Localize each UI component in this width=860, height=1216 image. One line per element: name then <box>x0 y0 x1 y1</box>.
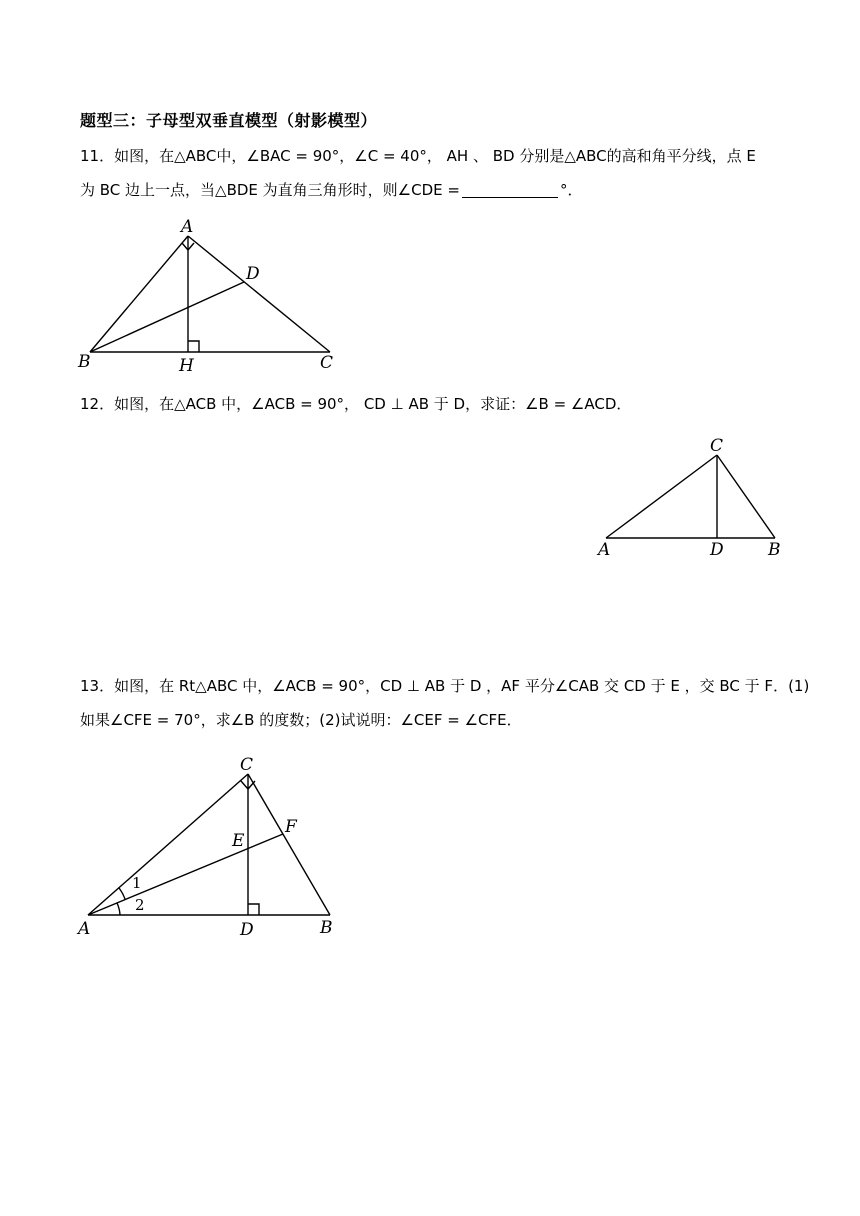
section-title: 题型三：子母型双垂直模型（射影模型） <box>80 111 378 130</box>
q11-line2-tail: °． <box>559 181 583 199</box>
q13-label-b: B <box>320 918 333 938</box>
q13-right-angle-d <box>248 904 259 915</box>
q12-line1: 12．如图，在△ACB 中，∠ACB = 90°， CD ⊥ AB 于 D，求证：∠B = ∠ACD． <box>80 395 632 413</box>
q13-angle-arc-2 <box>117 903 120 915</box>
q13-seg-af <box>88 834 283 915</box>
q13-label-e: E <box>232 831 245 851</box>
q11-line1: 11．如图，在△ABC中，∠BAC = 90°，∠C = 40°， AH 、 BD 分别是△ABC的高和角平分线，点 E <box>80 147 756 165</box>
q13-label-c: C <box>240 755 254 775</box>
q11-label-a: A <box>181 217 194 237</box>
q12-label-b: B <box>768 540 781 560</box>
q13-line2: 如果∠CFE = 70°，求∠B 的度数；(2)试说明：∠CEF = ∠CFE． <box>80 711 522 729</box>
q13-label-a: A <box>78 919 91 939</box>
q13-angle-label-2: 2 <box>135 896 145 914</box>
q12-label-c: C <box>710 436 724 456</box>
q12-label-d: D <box>710 540 724 560</box>
q11-label-h: H <box>179 356 194 376</box>
q13-seg-cb <box>248 774 330 915</box>
q13-angle-arc-1 <box>119 888 125 899</box>
q11-label-b: B <box>78 352 91 372</box>
q12-label-a: A <box>598 540 611 560</box>
q13-angle-label-1: 1 <box>132 874 142 892</box>
q13-label-d: D <box>240 920 254 940</box>
q11-label-c: C <box>320 353 334 373</box>
q13-line1: 13．如图，在 Rt△ABC 中，∠ACB = 90°，CD ⊥ AB 于 D ，AF 平分∠CAB 交 CD 于 E ，交 BC 于 F．(1) <box>80 677 810 695</box>
q11-line2-text: 为 BC 边上一点，当△BDE 为直角三角形时，则∠CDE = <box>80 181 460 199</box>
q11-label-d: D <box>246 264 260 284</box>
q13-seg-ac <box>88 774 248 915</box>
q13-label-f: F <box>285 817 297 837</box>
